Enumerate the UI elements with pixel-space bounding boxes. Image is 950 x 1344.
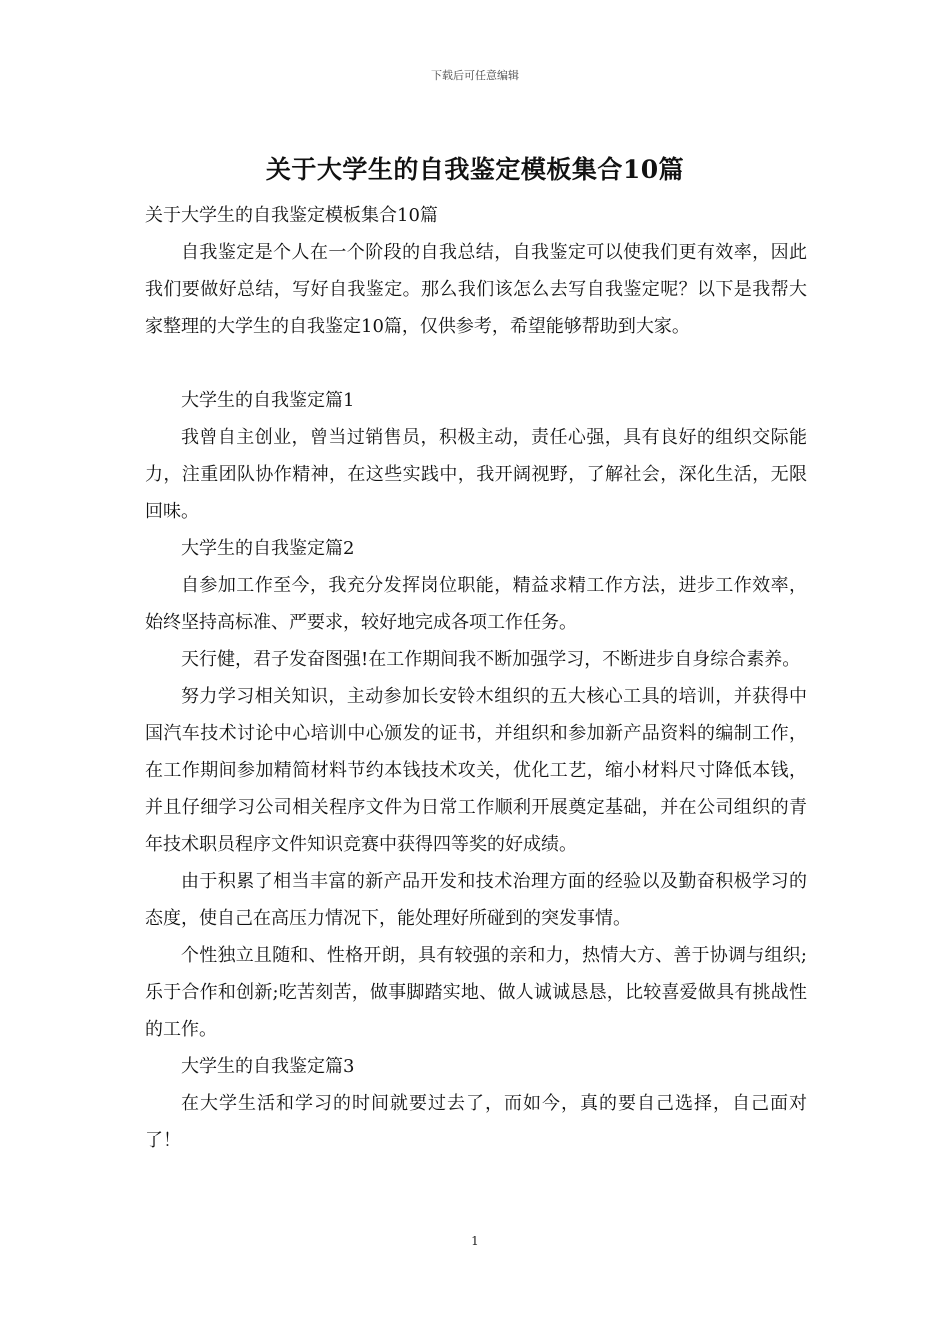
- header-note: 下载后可任意编辑: [431, 69, 519, 82]
- section-heading: 大学生的自我鉴定篇1: [181, 390, 355, 411]
- document-title: 关于大学生的自我鉴定模板集合10篇: [265, 155, 685, 184]
- body-paragraph: 个性独立且随和、性格开朗，具有较强的亲和力，热情大方、善于协调与组织;乐于合作和创新;吃苦刻苦，做事脚踏实地、做人诚诚恳恳，比较喜爱做具有挑战性的工作。: [145, 945, 807, 1040]
- body-paragraph: 由于积累了相当丰富的新产品开发和技术治理方面的经验以及勤奋积极学习的态度，使自己在高压力情况下，能处理好所碰到的突发事情。: [145, 871, 807, 929]
- body-paragraph: 在大学生活和学习的时间就要过去了，而如今，真的要自己选择，自己面对了！: [145, 1093, 807, 1151]
- intro-paragraph: 自我鉴定是个人在一个阶段的自我总结，自我鉴定可以使我们更有效率，因此我们要做好总结，写好自我鉴定。那么我们该怎么去写自我鉴定呢？以下是我帮大家整理的大学生的自我鉴定10篇，仅供参考，希望能够帮助到大家。: [145, 242, 807, 337]
- page-number: 1: [471, 1234, 479, 1248]
- section-heading: 大学生的自我鉴定篇2: [181, 538, 355, 559]
- subtitle: 关于大学生的自我鉴定模板集合10篇: [145, 205, 438, 226]
- body-paragraph: 天行健，君子发奋图强!在工作期间我不断加强学习，不断进步自身综合素养。: [181, 649, 801, 670]
- body-paragraph: 努力学习相关知识，主动参加长安铃木组织的五大核心工具的培训，并获得中国汽车技术讨论中心培训中心颁发的证书，并组织和参加新产品资料的编制工作，在工作期间参加精简材料节约本钱技术攻关，优化工艺，缩小材料尺寸降低本钱，并且仔细学习公司相关程序文件为日常工作顺利开展奠定基础，并在公司组织的青年技术职员程序文件知识竞赛中获得四等奖的好成绩。: [145, 686, 807, 855]
- body-paragraph: 我曾自主创业，曾当过销售员，积极主动，责任心强，具有良好的组织交际能力，注重团队协作精神，在这些实践中，我开阔视野，了解社会，深化生活，无限回味。: [145, 427, 807, 522]
- document-body: [145, 197, 807, 1159]
- blank-line: [145, 345, 807, 382]
- body-paragraph: 自参加工作至今，我充分发挥岗位职能，精益求精工作方法，进步工作效率，始终坚持高标准、严要求，较好地完成各项工作任务。: [145, 575, 807, 633]
- section-heading: 大学生的自我鉴定篇3: [181, 1056, 355, 1077]
